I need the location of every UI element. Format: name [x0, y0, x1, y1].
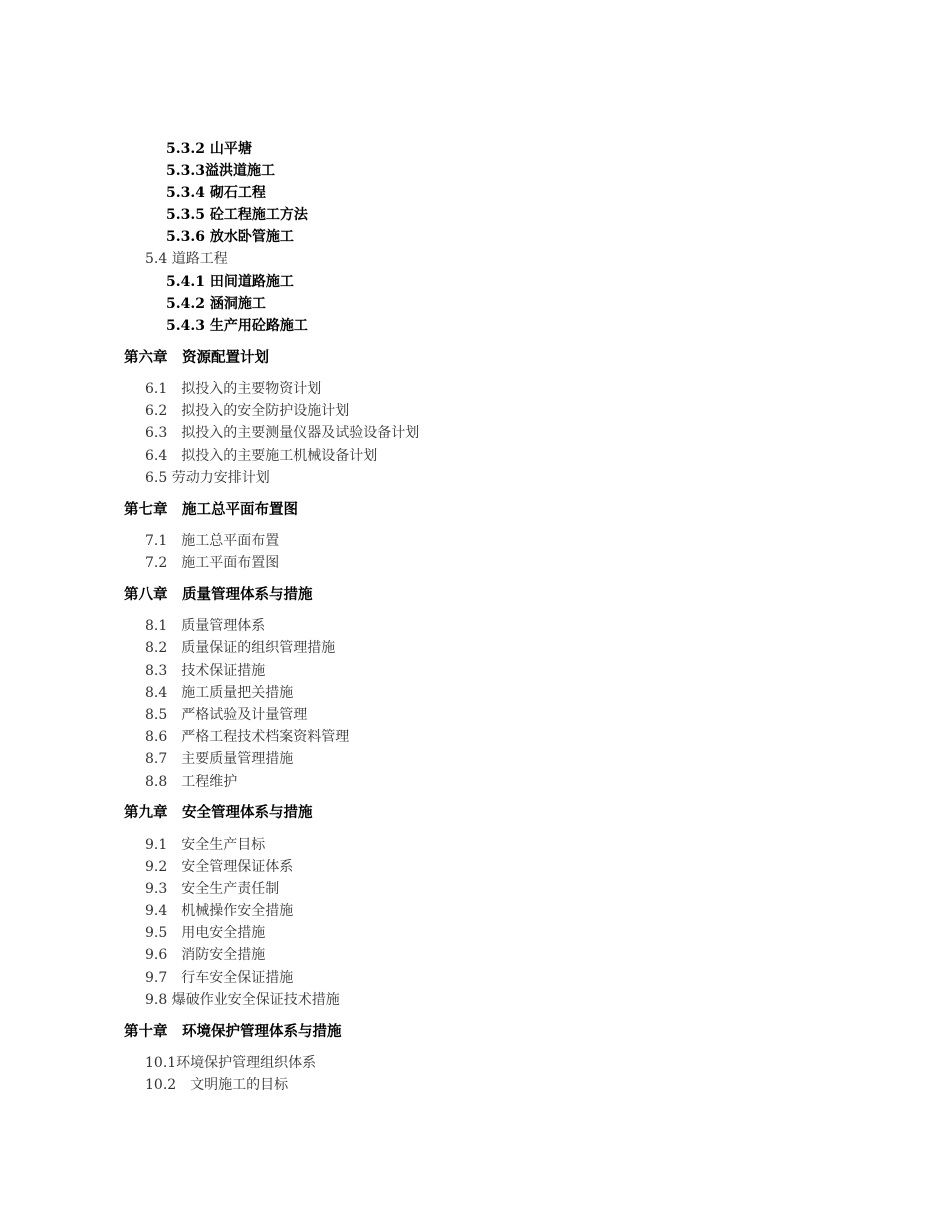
toc-entry: 10.2 文明施工的目标 [145, 1077, 289, 1093]
toc-entry: 6.3 拟投入的主要测量仪器及试验设备计划 [145, 425, 420, 441]
toc-entry: 8.2 质量保证的组织管理措施 [145, 640, 336, 656]
toc-entry: 9.5 用电安全措施 [145, 925, 266, 941]
chapter-heading: 第十章 环境保护管理体系与措施 [124, 1023, 342, 1040]
toc-entry: 5.3.6 放水卧管施工 [166, 229, 294, 245]
toc-entry: 9.1 安全生产目标 [145, 837, 266, 853]
toc-entry: 9.6 消防安全措施 [145, 947, 266, 963]
toc-entry: 5.3.5 砼工程施工方法 [166, 207, 308, 223]
toc-entry: 8.6 严格工程技术档案资料管理 [145, 729, 350, 745]
chapter-heading: 第六章 资源配置计划 [124, 349, 269, 366]
toc-entry: 6.5 劳动力安排计划 [145, 470, 270, 486]
toc-entry: 8.7 主要质量管理措施 [145, 751, 294, 767]
toc-entry: 7.2 施工平面布置图 [145, 555, 280, 571]
toc-entry: 6.1 拟投入的主要物资计划 [145, 381, 322, 397]
toc-entry: 5.3.4 砌石工程 [166, 185, 266, 201]
toc-entry: 9.2 安全管理保证体系 [145, 859, 294, 875]
toc-entry: 5.4.2 涵洞施工 [166, 296, 266, 312]
toc-entry: 5.4.3 生产用砼路施工 [166, 318, 308, 334]
toc-entry: 8.3 技术保证措施 [145, 663, 266, 679]
toc-entry: 9.3 安全生产责任制 [145, 881, 280, 897]
toc-entry: 9.8 爆破作业安全保证技术措施 [145, 992, 340, 1008]
chapter-heading: 第七章 施工总平面布置图 [124, 501, 298, 518]
toc-entry: 10.1环境保护管理组织体系 [145, 1055, 317, 1071]
toc-entry: 5.4 道路工程 [145, 251, 228, 267]
toc-entry: 8.1 质量管理体系 [145, 618, 266, 634]
toc-entry: 9.4 机械操作安全措施 [145, 903, 294, 919]
toc-entry: 5.3.2 山平塘 [166, 141, 252, 157]
toc-entry: 5.4.1 田间道路施工 [166, 274, 294, 290]
toc-entry: 5.3.3溢洪道施工 [166, 163, 275, 179]
toc-entry: 6.4 拟投入的主要施工机械设备计划 [145, 448, 378, 464]
chapter-heading: 第九章 安全管理体系与措施 [124, 804, 313, 821]
toc-entry: 8.8 工程维护 [145, 774, 238, 790]
toc-entry: 8.5 严格试验及计量管理 [145, 707, 308, 723]
chapter-heading: 第八章 质量管理体系与措施 [124, 586, 313, 603]
toc-entry: 8.4 施工质量把关措施 [145, 685, 294, 701]
toc-entry: 6.2 拟投入的安全防护设施计划 [145, 403, 350, 419]
toc-entry: 9.7 行车安全保证措施 [145, 970, 294, 986]
toc-entry: 7.1 施工总平面布置 [145, 533, 280, 549]
